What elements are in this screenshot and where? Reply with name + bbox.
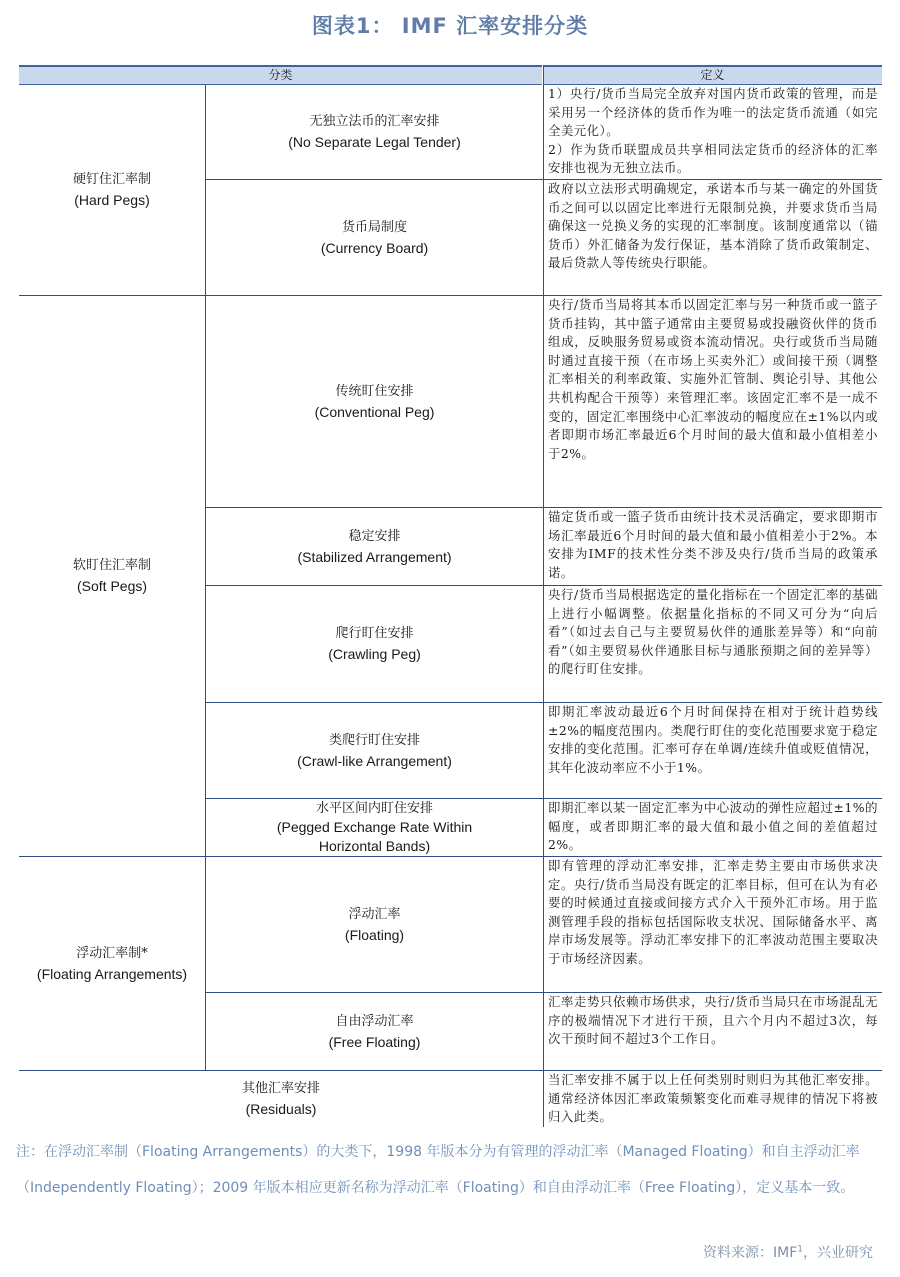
definition-text: 锚定货币或一篮子货币由统计技术灵活确定，要求即期市场汇率最近6个月时间的最大值和最小值相差小于2%。本安排为IMF的技术性分类不涉及央行/货币当局的政策承诺。 [548, 509, 878, 580]
type-cell-floating [206, 857, 543, 993]
type-cell-no-separate-legal-tender [206, 85, 543, 180]
type-cell-crawl-like-arrangement [206, 703, 543, 799]
definition-text: 即期汇率以某一固定汇率为中心波动的弹性应超过±1%的幅度，或者即期汇率的最大值和最小值之间的差值超过2%。 [548, 800, 878, 853]
group-cell-floating [19, 857, 205, 1071]
type-label-zh: 传统盯住安排 [335, 383, 414, 399]
definition-conventional-peg [544, 296, 882, 508]
definition-residuals [544, 1071, 882, 1127]
type-label-zh: 水平区间内盯住安排 [315, 801, 433, 816]
type-label-zh: 自由浮动汇率 [335, 1013, 414, 1029]
type-cell-horizontal-bands [206, 799, 543, 857]
type-label-en: (Pegged Exchange Rate Within Horizontal Bands) [276, 819, 473, 854]
group-label-zh: 硬钉住汇率制 [72, 172, 151, 187]
type-label-zh: 无独立法币的汇率安排 [309, 114, 440, 129]
type-label-en: (Crawl-like Arrangement) [297, 752, 452, 769]
header-definition: 定义 [543, 65, 882, 85]
source-suffix: ，兴业研究 [803, 1245, 873, 1261]
type-label-zh: 类爬行盯住安排 [328, 732, 420, 748]
group-label-en: (Floating Arrangements) [36, 965, 188, 982]
definition-floating [544, 857, 882, 993]
source-line [703, 1242, 873, 1262]
definition-text: 1）央行/货币当局完全放弃对国内货币政策的管理，而是采用另一个经济体的货币作为唯一的法定货币流通（如完全美元化）。 [548, 86, 878, 139]
header-category: 分类 [19, 65, 542, 85]
type-label-zh: 浮动汇率 [348, 906, 401, 922]
definition-text: 当汇率安排不属于以上任何类别时则归为其他汇率安排。通常经济体因汇率政策频繁变化而难寻规律的情况下将被归入此类。 [548, 1072, 878, 1125]
group-cell-hard-pegs [19, 85, 205, 296]
type-cell-stabilized-arrangement [206, 508, 543, 586]
footnote: 注：在浮动汇率制（Floating Arrangements）的大类下，1998 年版本分为有管理的浮动汇率（Managed Floating）和自主浮动汇率（Independently Floating）；2009 年版本相应更新名称为浮动汇率（Floating）和自由浮动汇率（Free Floating），定义基本一致。 [16, 1144, 860, 1196]
type-label-en: (Stabilized Arrangement) [297, 548, 452, 565]
group-cell-soft-pegs [19, 296, 205, 857]
type-label-zh: 爬行盯住安排 [335, 626, 414, 641]
type-label-en: (No Separate Legal Tender) [288, 134, 461, 150]
definition-text: 央行/货币当局将其本币以固定汇率与另一种货币或一篮子货币挂钩，其中篮子通常由主要贸易或投融资伙伴的货币组成，反映服务贸易或资本流动情况。央行或货币当局随时通过直接干预（在市场上买卖外汇）或间接干预（调整汇率相关的利率政策、实施外汇管制、舆论引导、其他公共机构配合干预等）来管理汇率。该固定汇率不是一成不变的，固定汇率围绕中心汇率波动的幅度应在±1%以内或者即期市场汇率最近6个月时间的最大值和最小值相差小于2%。 [548, 297, 878, 461]
definition-stabilized-arrangement [544, 508, 882, 586]
type-label-en: (Crawling Peg) [328, 646, 421, 662]
chart-title: 图表1： IMF 汇率安排分类 [311, 14, 589, 38]
type-cell-currency-board [206, 180, 543, 296]
definition-text: 央行/货币当局根据选定的量化指标在一个固定汇率的基础上进行小幅调整。依据量化指标的不同又可分为“向后看”（如过去自己与主要贸易伙伴的通胀差异等）和“向前看”（如主要贸易伙伴通胀目标与通胀预期之间的差异等）的爬行盯住安排。 [548, 587, 878, 677]
group-label-en: (Hard Pegs) [74, 192, 150, 208]
group-label-zh: 软盯住汇率制 [72, 558, 151, 573]
type-label-zh: 其他汇率安排 [241, 1081, 320, 1096]
definition-text: 汇率走势只依赖市场供求，央行/货币当局只在市场混乱无序的极端情况下才进行干预，且六个月内不超过3次，每次干预时间不超过3个工作日。 [548, 994, 878, 1047]
column-divider [543, 65, 544, 1127]
definition-text: 政府以立法形式明确规定，承诺本币与某一确定的外国货币之间可以以固定比率进行无限制兑换，并要求货币当局确保这一兑换义务的实现的汇率制度。该制度通常以（锚货币）外汇储备为发行保证，基本消除了货币政策制定、最后贷款人等传统央行职能。 [548, 181, 878, 271]
definition-text: 2）作为货币联盟成员共享相同法定货币的经济体的汇率安排也视为无独立法币。 [548, 141, 878, 176]
group-label-zh: 浮动汇率制* [76, 945, 148, 961]
definition-text: 即期汇率波动最近6个月时间保持在相对于统计趋势线±2%的幅度范围内。类爬行盯住的变化范围要求宽于稳定安排的变化范围。汇率可存在单调/连续升值或贬值情况，其年化波动率应不小于1%。 [548, 704, 878, 775]
type-cell-crawling-peg [206, 586, 543, 703]
type-label-en: (Currency Board) [320, 239, 429, 256]
type-label-zh: 稳定安排 [348, 528, 401, 544]
type-label-en: (Residuals) [245, 1101, 317, 1117]
type-cell-conventional-peg [206, 296, 543, 508]
group-label-en: (Soft Pegs) [76, 578, 148, 594]
type-label-en: (Free Floating) [328, 1033, 421, 1050]
type-cell-free-floating [206, 993, 543, 1071]
source-prefix: 资料来源：IMF [703, 1245, 798, 1261]
type-label-zh: 货币局制度 [341, 219, 407, 235]
definition-free-floating [544, 993, 882, 1071]
type-label-en: (Floating) [344, 926, 405, 943]
definition-text: 即有管理的浮动汇率安排，汇率走势主要由市场供求决定。央行/货币当局没有既定的汇率目标，但可在认为有必要的时候通过直接或间接方式介入干预外汇市场。用于监测管理手段的指标包括国际收支状况、国际储备水平、离岸市场发展等。浮动汇率安排下的汇率波动范围主要取决于市场经济因素。 [548, 858, 878, 966]
column-divider [205, 85, 206, 1071]
definition-currency-board [544, 180, 882, 296]
type-cell-residuals [19, 1071, 543, 1127]
definition-no-separate-legal-tender [544, 85, 882, 180]
type-label-en: (Conventional Peg) [314, 403, 435, 420]
definition-crawl-like-arrangement [544, 703, 882, 799]
source-footnote-ref: 1 [797, 1244, 803, 1255]
definition-horizontal-bands [544, 799, 882, 857]
definition-crawling-peg [544, 586, 882, 703]
classification-table [19, 65, 882, 1127]
